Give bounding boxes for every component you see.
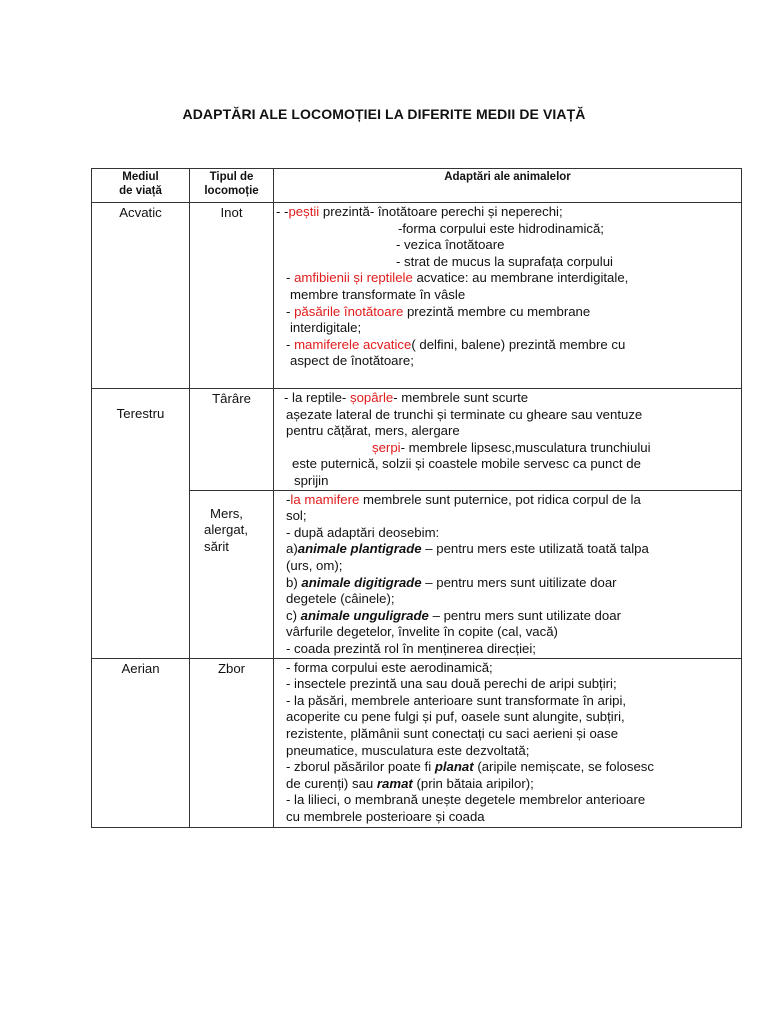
header-row xyxy=(92,169,742,203)
highlight-term: șopârle xyxy=(349,390,394,405)
cell-tip-mers xyxy=(190,490,274,658)
header-tipul-line2: locomoție xyxy=(204,185,259,197)
text-line: sprijin xyxy=(294,472,329,488)
highlight-term: peștii xyxy=(288,204,320,219)
cell-adaptari-acvatic xyxy=(274,203,742,389)
text-line: - mamiferele acvatice( delfini, balene) prezintă membre cu xyxy=(286,336,626,352)
text-line: - la reptile- șopârle- membrele sunt scurte xyxy=(284,390,529,405)
row-acvatic xyxy=(92,203,742,389)
header-tipul xyxy=(190,169,274,203)
text-line: - după adaptări deosebim: xyxy=(286,524,440,540)
mediu-label: Aerian xyxy=(121,660,160,676)
tip-line: Mers, xyxy=(210,505,243,521)
header-mediul-line1: Mediul xyxy=(122,171,159,183)
text-line: -forma corpului este hidrodinamică; xyxy=(398,220,604,236)
page-title: ADAPTĂRI ALE LOCOMOȚIEI LA DIFERITE MEDII DE VIAȚĂ xyxy=(182,106,586,122)
cell-adaptari-tarare xyxy=(274,389,742,491)
text-line: vârfurile degetelor, învelite în copite (cal, vacă) xyxy=(286,624,558,640)
cell-mediu-terestru xyxy=(92,389,190,659)
text-line: b) animale digitigrade – pentru mers sunt uitilizate doar xyxy=(286,574,617,590)
text-line: (urs, om); xyxy=(286,557,343,573)
highlight-term: amfibienii și reptilele xyxy=(294,270,413,286)
locomotion-table xyxy=(91,168,742,828)
tip-line: sărit xyxy=(204,538,229,554)
cell-mediu-acvatic xyxy=(92,203,190,389)
text-line: - amfibienii și reptilele acvatice: au membrane interdigitale, xyxy=(286,270,629,286)
text-line: - la păsări, membrele anterioare sunt transformate în aripi, xyxy=(286,692,627,708)
row-terestru-tarare xyxy=(92,389,742,491)
tip-label: Inot xyxy=(220,205,243,220)
text-line: cu membrele posterioare și coada xyxy=(286,808,485,824)
text-line: interdigitale; xyxy=(290,320,362,336)
tip-label: Zbor xyxy=(217,660,246,676)
text-line: rezistente, plămânii sunt conectați cu saci aerieni și oase xyxy=(286,725,619,741)
header-mediul xyxy=(92,169,190,203)
text-line: c) animale unguligrade – pentru mers sunt utilizate doar xyxy=(286,607,621,623)
text-line: acoperite cu pene fulgi și puf, oasele sunt alungite, subțiri, xyxy=(286,709,625,725)
bold-term: ramat xyxy=(376,775,413,791)
header-tipul-line1: Tipul de xyxy=(209,171,254,183)
tip-label: Târâre xyxy=(212,391,251,406)
bold-term: animale unguligrade xyxy=(300,607,429,623)
text-line: - insectele prezintă una sau două perechi de aripi subțiri; xyxy=(286,676,617,692)
text-line: sol; xyxy=(286,508,307,524)
text-line: este puternică, solzii și coastele mobile servesc ca punct de xyxy=(292,456,641,472)
mediu-label: Acvatic xyxy=(119,205,162,220)
bold-term: animale digitigrade xyxy=(301,574,422,590)
cell-mediu-aerian xyxy=(92,658,190,827)
bold-term: planat xyxy=(434,759,474,775)
row-aerian xyxy=(92,658,742,827)
cell-adaptari-aerian xyxy=(274,658,742,827)
highlight-term: la mamifere xyxy=(290,491,360,507)
text-line: - vezica înotătoare xyxy=(396,237,505,253)
highlight-term: păsările înotătoare xyxy=(294,303,404,319)
cell-tip-tarare xyxy=(190,389,274,491)
text-line: - -peștii prezintă- înotătoare perechi și neperechi; xyxy=(276,204,563,219)
text-line: - păsările înotătoare prezintă membre cu membrane xyxy=(286,303,591,319)
text-line: a)animale plantigrade – pentru mers este utilizată toată talpa xyxy=(286,541,649,557)
text-line: - strat de mucus la suprafața corpului xyxy=(396,253,613,269)
bold-term: animale plantigrade xyxy=(297,541,422,557)
header-adaptari xyxy=(274,169,742,203)
mediu-label: Terestru xyxy=(116,406,165,421)
text-line: - la lilieci, o membrană unește degetele membrelor anterioare xyxy=(286,792,646,808)
text-line: membre transformate în vâsle xyxy=(290,286,466,302)
text-line: -la mamifere membrele sunt puternice, pot ridica corpul de la xyxy=(286,491,641,507)
text-line: aspect de înotătoare; xyxy=(290,353,414,369)
text-line: așezate lateral de trunchi și terminate cu gheare sau ventuze xyxy=(286,406,643,422)
row-terestru-mers xyxy=(92,490,742,658)
tip-line: alergat, xyxy=(204,522,248,538)
highlight-term: mamiferele acvatice xyxy=(294,336,412,352)
text-line: pneumatice, musculatura este dezvoltată; xyxy=(286,742,530,758)
text-line: pentru cățărat, mers, alergare xyxy=(286,423,460,439)
text-line: - coada prezintă rol în menținerea direcției; xyxy=(286,640,536,656)
cell-tip-zbor xyxy=(190,658,274,827)
text-line: - zborul păsărilor poate fi planat (aripile nemișcate, se folosesc xyxy=(286,759,654,775)
header-adaptari-label: Adaptări ale animalelor xyxy=(444,171,571,183)
cell-tip-inot xyxy=(190,203,274,389)
header-mediul-line2: de viață xyxy=(119,185,162,197)
text-line: de curenți) sau ramat (prin bătaia aripilor); xyxy=(286,775,534,791)
text-line: șerpi- membrele lipsesc,musculatura trunchiului xyxy=(372,439,651,455)
text-line: degetele (câinele); xyxy=(286,591,395,607)
text-line: - forma corpului este aerodinamică; xyxy=(286,659,493,675)
highlight-term: șerpi xyxy=(372,439,401,455)
cell-adaptari-mers xyxy=(274,490,742,658)
